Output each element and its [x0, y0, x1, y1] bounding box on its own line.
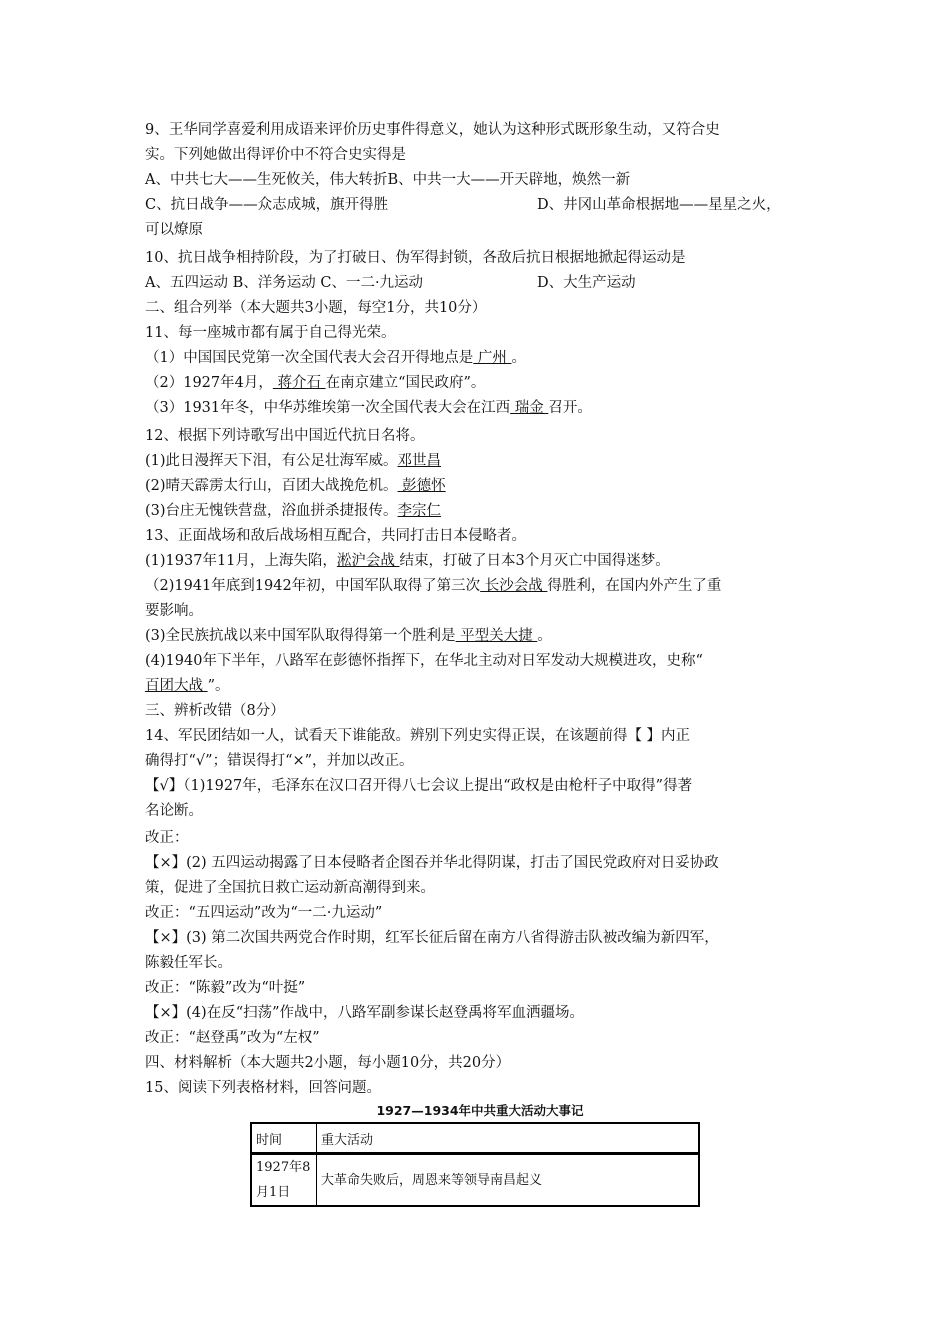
q12-answer1: 邓世昌 [397, 453, 442, 469]
q13-answer1: 淞沪会战 [336, 553, 400, 569]
q13-answer2: 长沙会战 [480, 578, 548, 594]
q11-answer2: 蒋介石 [272, 375, 326, 391]
q14-item1-cont: 名论断。 [145, 803, 203, 819]
q11-item3: （3）1931年冬，中华苏维埃第一次全国代表大会在江西 瑞金 召开。 [145, 400, 592, 416]
q9-line2: 实。下列她做出得评价中不符合史实得是 [145, 147, 406, 163]
section3-title: 三、辨析改错（8分） [145, 703, 285, 719]
q14-item3-cont: 陈毅任军长。 [145, 955, 232, 971]
q14-item4: 【×】(4)在反“扫荡”作战中，八路军副参谋长赵登禹将军血洒疆场。 [145, 1005, 585, 1021]
q14-item1: 【√】（1)1927年，毛泽东在汉口召开得八七会议上提出“政权是由枪杆子中取得”得著 [145, 778, 693, 794]
q12-answer3: 李宗仁 [397, 503, 442, 519]
q10-option-d: D、大生产运动 [537, 275, 636, 291]
table-header-time: 时间 [251, 1123, 317, 1154]
q11-answer1: 广州 [473, 350, 512, 366]
q10-line1: 10、抗日战争相持阶段，为了打破日、伪军得封锁，各敌后抗日根据地掀起得运动是 [145, 250, 686, 266]
table-row [251, 1154, 699, 1207]
q10-options-abc: A、五四运动 B、洋务运动 C、一二·九运动 [145, 275, 424, 291]
table-header-row [251, 1123, 699, 1154]
q12-item1: (1)此日漫挥天下泪，有公足壮海军威。邓世昌 [145, 453, 442, 469]
q13-item1: (1)1937年11月，上海失陷，淞沪会战 结束，打破了日本3个月灭亡中国得迷梦。 [145, 553, 670, 569]
q11-item1: （1）中国国民党第一次全国代表大会召开得地点是 广州 。 [145, 350, 526, 366]
table-header-event: 重大活动 [317, 1123, 700, 1154]
events-table [250, 1122, 700, 1207]
table-cell-time: 1927年8 月1日 [251, 1154, 317, 1207]
q9-line1: 9、王华同学喜爱利用成语来评价历史事件得意义，她认为这种形式既形象生动，又符合史 [145, 122, 720, 138]
q14-item3-fix: 改正：“陈毅”改为“叶挺” [145, 980, 306, 996]
q9-option-d: D、井冈山革命根据地——星星之火， [537, 197, 781, 213]
q12-item3: (3)台庄无愧铁营盘，浴血拼杀捷报传。李宗仁 [145, 503, 442, 519]
q15-stem: 15、阅读下列表格材料，回答问题。 [145, 1080, 381, 1096]
q11-answer3: 瑞金 [510, 400, 549, 416]
table-caption: 1927—1934年中共重大活动大事记 [376, 1103, 584, 1118]
q13-answer4: 百团大战 [145, 678, 208, 694]
q14-item1-fix: 改正： [145, 830, 189, 846]
q12-answer2: 彭德怀 [397, 478, 446, 494]
q11-item2: （2）1927年4月， 蒋介石 在南京建立“国民政府”。 [145, 375, 486, 391]
q14-item4-fix: 改正：“赵登禹”改为“左权” [145, 1030, 320, 1046]
q12-stem: 12、根据下列诗歌写出中国近代抗日名将。 [145, 428, 425, 444]
q14-item3: 【×】(3) 第二次国共两党合作时期，红军长征后留在南方八省得游击队被改编为新四军， [145, 930, 719, 946]
q13-item2: （2)1941年底到1942年初，中国军队取得了第三次 长沙会战 得胜利，在国内外产生了重 [145, 578, 722, 594]
section4-title: 四、材料解析（本大题共2小题，每小题10分，共20分） [145, 1055, 511, 1071]
q9-option-c: C、抗日战争——众志成城，旗开得胜 [145, 197, 389, 213]
q13-item3: (3)全民族抗战以来中国军队取得得第一个胜利是 平型关大捷 。 [145, 628, 552, 644]
q9-option-d-cont: 可以燎原 [145, 222, 203, 238]
q13-answer3: 平型关大捷 [455, 628, 538, 644]
q11-stem: 11、每一座城市都有属于自己得光荣。 [145, 325, 396, 341]
q14-stem1: 14、军民团结如一人，试看天下谁能敌。辨别下列史实得正误，在该题前得【 】内正 [145, 728, 691, 744]
q13-stem: 13、正面战场和敌后战场相互配合，共同打击日本侵略者。 [145, 528, 526, 544]
table-cell-event: 大革命失败后，周恩来等领导南昌起义 [317, 1154, 700, 1207]
q14-stem2: 确得打“√”；错误得打“×”，并加以改正。 [145, 753, 414, 769]
q14-item2-fix: 改正：“五四运动”改为“一二·九运动” [145, 905, 383, 921]
q12-item2: (2)晴天霹雳太行山，百团大战挽危机。 彭德怀 [145, 478, 446, 494]
section2-title: 二、组合列举（本大题共3小题，每空1分，共10分） [145, 300, 487, 316]
q9-options-ab: A、中共七大——生死攸关，伟大转折B、中共一大——开天辟地，焕然一新 [145, 172, 631, 188]
q13-item2-cont: 要影响。 [145, 603, 203, 619]
q14-item2-cont: 策，促进了全国抗日救亡运动新高潮得到来。 [145, 880, 435, 896]
q14-item2: 【×】(2) 五四运动揭露了日本侵略者企图吞并华北得阴谋，打击了国民党政府对日妥协政 [145, 855, 719, 871]
q13-item4-cont: 百团大战 ”。 [145, 678, 230, 694]
q13-item4: (4)1940年下半年，八路军在彭德怀指挥下，在华北主动对日军发动大规模进攻，史称“ [145, 653, 703, 669]
